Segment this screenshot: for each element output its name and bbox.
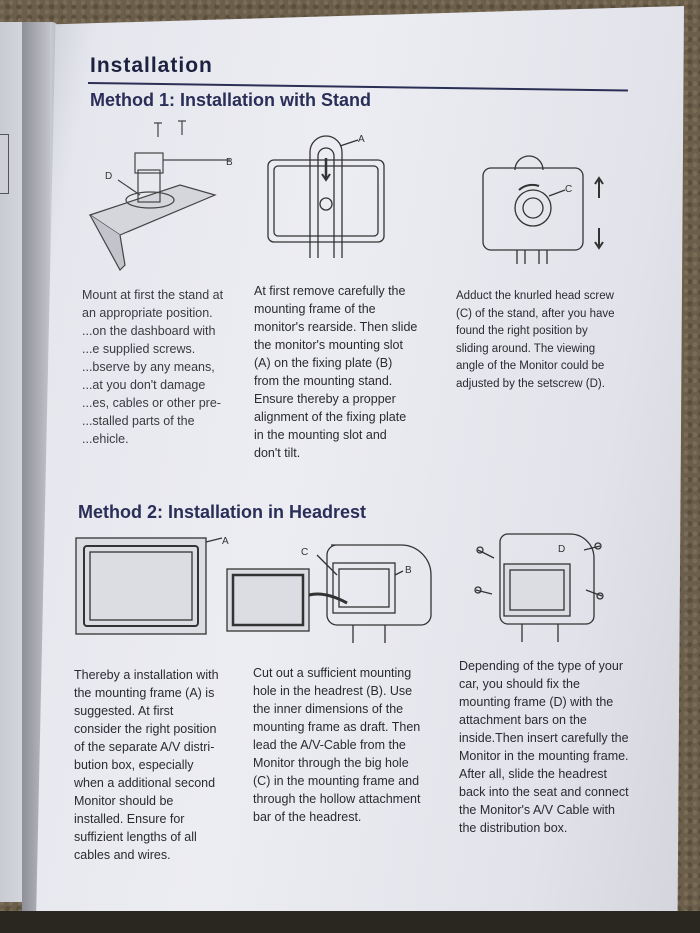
label-d-headrest: D [558,544,566,555]
method1-step3-text: Adduct the knurled head screw (C) of the stand, after you have found the right position by sliding around. The viewing angle of the Monitor could be adjusted by the setscrew (D). [456,290,615,390]
section-title-installation: Installation [90,54,213,77]
stand-diagram [80,115,250,275]
method2-step2-text: Cut out a sufficient mounting hole in the headrest (B). Use the inner dimensions of the mounting frame as draft. Then lead the A/V-Cable from the Monitor through the big hole (C) in the mounting frame and through the hollow attachment bar of the headrest. [253,666,421,824]
method2-step1-text: Thereby a installation with the mounting frame (A) is suggested. At first consider the right position of the separate A/V distri- bution box, especially when a additional second Monitor should be installed. Ensure for suffizient lengths of all cables and wires. [74,668,219,862]
left-page-mark [0,134,9,194]
method1-step1-text: Mount at first the stand at an appropriate position. ...on the dashboard with ...e supplied screws. ...bserve by any means, ...at you don't damage ...es, cables or other pre- ...stalled parts of the ...ehicle. [82,288,224,446]
label-d: D [105,171,113,182]
heading-method1: Method 1: Installation with Stand [90,90,371,110]
mounting-frame-diagram [74,530,244,640]
headrest-fix-diagram [472,530,612,645]
label-c: C [565,184,573,195]
label-b: B [226,157,233,168]
monitor-rear-diagram [262,130,392,260]
heading-method2: Method 2: Installation in Headrest [78,502,367,522]
label-a: A [358,134,365,145]
knurled-screw-diagram [475,140,615,280]
headrest-cutout-diagram [225,535,440,645]
label-c-headrest: C [301,547,309,558]
method1-step2-text: At first remove carefully the mounting frame of the monitor's rearside. Then slide the monitor's mounting slot (A) on the fixing plate (B) from the mounting stand. Ensure thereby a propper alignment of the fixing plate in the mounting slot and don't tilt. [254,284,418,460]
method2-step3-text: Depending of the type of your car, you should fix the mounting frame (D) with the attachment bars on the inside.Then insert carefully the Monitor in the mounting frame. After all, slide the headrest back into the seat and connect the Monitor's A/V Cable with the distribution box. [459,659,629,835]
label-a-frame: A [222,536,229,547]
bottom-shadow [0,911,700,933]
label-b-headrest: B [405,565,412,576]
